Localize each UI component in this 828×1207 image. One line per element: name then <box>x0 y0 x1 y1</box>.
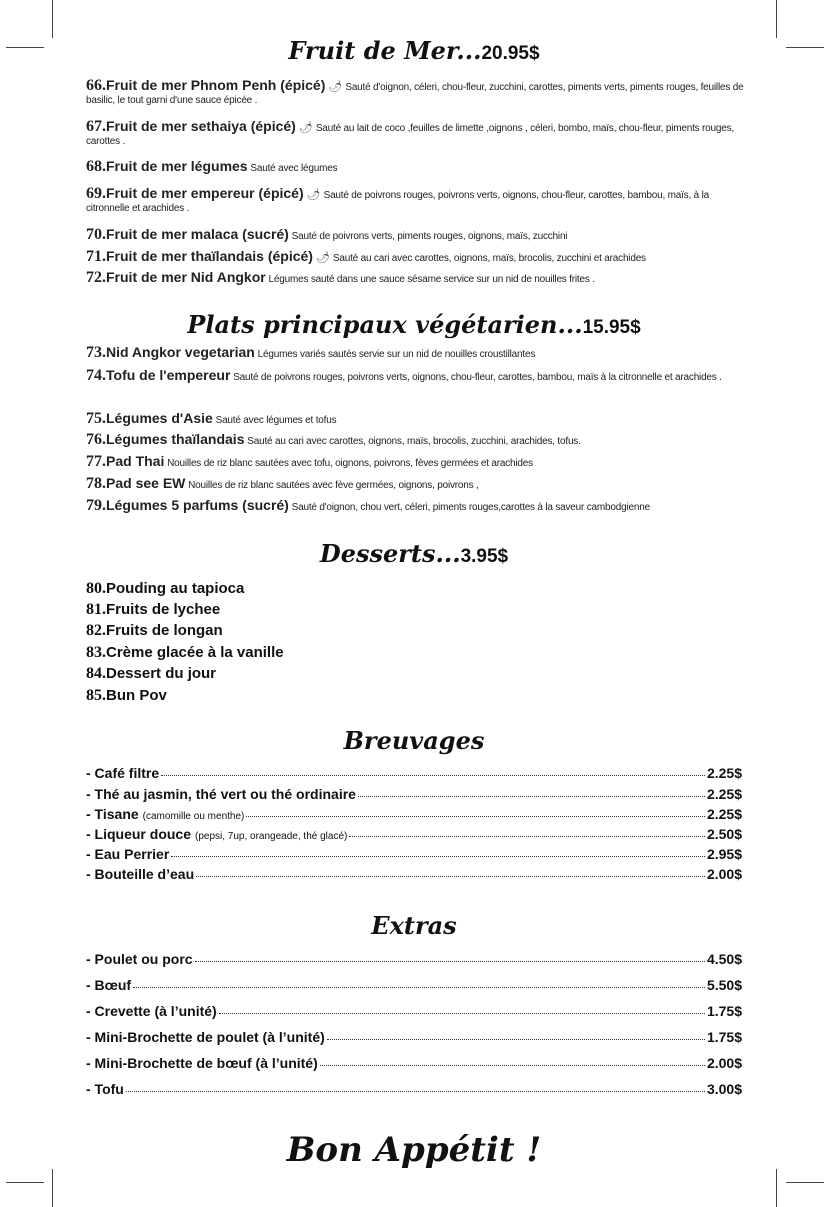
pepper-icon: 🌶 <box>328 81 343 93</box>
extras-title: Extras <box>371 911 457 940</box>
item-number: 79. <box>86 497 106 514</box>
menu-item <box>86 477 748 492</box>
item-number: 78. <box>86 475 106 492</box>
closing-text: Bon Appétit ! <box>286 1130 542 1170</box>
item-name: Bun Pov <box>106 687 167 704</box>
drink-note: (pepsi, 7up, orangeade, thé glacé) <box>195 831 348 842</box>
item-description: Sauté avec légumes et tofus <box>215 415 337 426</box>
drinks-section-title <box>0 726 828 755</box>
menu-item <box>86 187 748 215</box>
desserts-price: 3.95$ <box>460 546 509 567</box>
dessert-item <box>86 620 486 641</box>
extra-label: - Bœuf <box>86 977 132 993</box>
crop-mark <box>52 0 53 38</box>
drink-price: 2.95$ <box>706 846 742 862</box>
drink-row <box>86 765 742 783</box>
desserts-section-title <box>0 539 828 568</box>
item-number: 74. <box>86 367 106 384</box>
item-name: Fruit de mer légumes <box>106 158 248 174</box>
drink-note: (camomille ou menthe) <box>142 811 245 822</box>
extra-row <box>86 1055 742 1073</box>
extra-label: - Mini-Brochette de bœuf (à l’unité) <box>86 1055 318 1071</box>
seafood-title: Fruit de Mer... <box>288 36 482 65</box>
drink-row <box>86 866 742 884</box>
item-number: 67. <box>86 118 106 135</box>
dot-leader <box>358 796 705 797</box>
item-name: Fruits de longan <box>106 622 223 639</box>
desserts-title: Desserts... <box>319 539 461 568</box>
drink-price: 2.25$ <box>706 806 742 822</box>
drink-row <box>86 846 742 864</box>
dessert-item <box>86 578 486 599</box>
dot-leader <box>320 1065 705 1066</box>
item-number: 72. <box>86 269 106 286</box>
dot-leader <box>219 1013 705 1014</box>
item-name: Dessert du jour <box>106 665 217 682</box>
item-number: 75. <box>86 410 106 427</box>
menu-item <box>86 412 748 427</box>
extra-row <box>86 1081 742 1099</box>
item-name: Nid Angkor vegetarian <box>106 344 255 360</box>
extra-row <box>86 1029 742 1047</box>
drink-row <box>86 826 742 844</box>
item-description: Sauté d'oignon, chou vert, céleri, piments rouges,carottes à la saveur cambodgienne <box>291 502 650 513</box>
item-number: 73. <box>86 344 106 361</box>
menu-item <box>86 160 748 175</box>
item-number: 66. <box>86 77 106 94</box>
item-description: Nouilles de riz blanc sautées avec fève germées, oignons, poivrons , <box>188 480 479 491</box>
item-name: Légumes 5 parfums (sucré) <box>106 497 289 513</box>
item-name: Tofu de l'empereur <box>106 367 231 383</box>
crop-mark <box>776 1169 777 1207</box>
item-name: Pad Thai <box>106 453 165 469</box>
drink-label: - Liqueur douce <box>86 826 191 842</box>
extra-row <box>86 951 742 969</box>
extra-label: - Crevette (à l’unité) <box>86 1003 217 1019</box>
pepper-icon: 🌶 <box>315 252 330 264</box>
extra-label: - Mini-Brochette de poulet (à l’unité) <box>86 1029 325 1045</box>
drink-price: 2.00$ <box>706 866 742 882</box>
menu-item <box>86 120 748 148</box>
extra-price: 3.00$ <box>706 1081 742 1097</box>
item-number: 80. <box>86 580 106 597</box>
extra-label: - Tofu <box>86 1081 124 1097</box>
item-name: Pouding au tapioca <box>106 580 245 597</box>
item-description: Légumes sauté dans une sauce sésame service sur un nid de nouilles frites . <box>268 274 595 285</box>
item-name: Fruit de mer Phnom Penh (épicé) <box>106 77 326 93</box>
dessert-item <box>86 599 486 620</box>
item-number: 77. <box>86 453 106 470</box>
crop-mark <box>52 1169 53 1207</box>
extras-section-title <box>0 911 828 940</box>
item-number: 82. <box>86 622 106 639</box>
menu-item <box>86 79 748 107</box>
item-name: Fruit de mer empereur (épicé) <box>106 185 304 201</box>
item-number: 85. <box>86 687 106 704</box>
item-number: 84. <box>86 665 106 682</box>
item-description: Légumes variés sautés servie sur un nid de nouilles croustillantes <box>257 349 536 360</box>
item-description: Sauté de poivrons rouges, poivrons verts, oignons, chou-fleur, carottes, bambou, maïs à la citronnelle et arachides . <box>233 372 722 383</box>
item-description: Sauté au lait de coco ,feuilles de limette ,oignons , céleri, bombo, maïs, chou-fleur, piments rouges, carottes . <box>86 123 734 147</box>
seafood-price: 20.95$ <box>481 43 540 64</box>
drink-price: 2.50$ <box>706 826 742 842</box>
item-name: Fruit de mer thaïlandais (épicé) <box>106 248 313 264</box>
item-number: 68. <box>86 158 106 175</box>
drink-label: - Bouteille d’eau <box>86 866 195 882</box>
dot-leader <box>126 1091 705 1092</box>
dot-leader <box>349 836 705 837</box>
item-name: Fruits de lychee <box>106 601 221 618</box>
menu-item <box>86 271 748 286</box>
dessert-item <box>86 663 486 684</box>
dot-leader <box>327 1039 705 1040</box>
pepper-icon: 🌶 <box>306 189 321 201</box>
drink-label: - Tisane <box>86 806 139 822</box>
extra-price: 5.50$ <box>706 977 742 993</box>
item-description: Sauté d'oignon, céleri, chou-fleur, zucchini, carottes, piments verts, piments rouges, feuilles de basilic, le tout garni d'une sauce épicée . <box>86 82 744 106</box>
item-description: Sauté avec légumes <box>250 163 338 174</box>
menu-item <box>86 455 748 470</box>
menu-item <box>86 346 748 361</box>
item-description: Nouilles de riz blanc sautées avec tofu, oignons, poivrons, fèves germées et arachides <box>167 458 533 469</box>
extra-row <box>86 977 742 995</box>
menu-item <box>86 499 748 514</box>
extra-row <box>86 1003 742 1021</box>
item-name: Légumes thaïlandais <box>106 431 245 447</box>
item-number: 81. <box>86 601 106 618</box>
dot-leader <box>246 816 705 817</box>
extra-price: 2.00$ <box>706 1055 742 1071</box>
item-description: Sauté de poivrons verts, piments rouges, oignons, maïs, zucchini <box>291 231 568 242</box>
item-number: 83. <box>86 644 106 661</box>
menu-item <box>86 228 748 243</box>
dot-leader <box>133 987 705 988</box>
drink-price: 2.25$ <box>706 765 742 781</box>
seafood-section-title <box>0 36 828 65</box>
drinks-title: Breuvages <box>343 726 485 755</box>
dessert-item <box>86 642 486 663</box>
item-number: 69. <box>86 185 106 202</box>
item-name: Fruit de mer Nid Angkor <box>106 269 266 285</box>
item-number: 71. <box>86 248 106 265</box>
item-name: Pad see EW <box>106 475 186 491</box>
drink-price: 2.25$ <box>706 786 742 802</box>
extra-price: 4.50$ <box>706 951 742 967</box>
extra-price: 1.75$ <box>706 1029 742 1045</box>
drink-label: - Eau Perrier <box>86 846 170 862</box>
item-number: 76. <box>86 431 106 448</box>
crop-mark <box>786 1182 824 1183</box>
vegetarian-price: 15.95$ <box>582 317 641 338</box>
menu-item <box>86 369 748 384</box>
item-name: Fruit de mer malaca (sucré) <box>106 226 289 242</box>
item-description: Sauté au cari avec carottes, oignons, maïs, brocolis, zucchini, arachides, tofus. <box>247 436 581 447</box>
dot-leader <box>161 775 705 776</box>
vegetarian-section-title <box>0 310 828 339</box>
dot-leader <box>195 961 705 962</box>
item-description: Sauté au cari avec carottes, oignons, maïs, brocolis, zucchini et arachides <box>332 253 646 264</box>
item-name: Légumes d'Asie <box>106 410 213 426</box>
crop-mark <box>776 0 777 38</box>
extra-label: - Poulet ou porc <box>86 951 193 967</box>
item-number: 70. <box>86 226 106 243</box>
menu-item <box>86 433 748 448</box>
menu-item <box>86 250 748 265</box>
extra-price: 1.75$ <box>706 1003 742 1019</box>
item-name: Fruit de mer sethaiya (épicé) <box>106 118 296 134</box>
dessert-item <box>86 685 486 706</box>
dot-leader <box>196 876 705 877</box>
vegetarian-title: Plats principaux végétarien... <box>187 310 583 339</box>
item-description: Sauté de poivrons rouges, poivrons verts, oignons, chou-fleur, carottes, bambou, maïs, à la citronnelle et arachides . <box>86 190 709 214</box>
item-name: Crème glacée à la vanille <box>106 644 284 661</box>
drink-label: - Thé au jasmin, thé vert ou thé ordinaire <box>86 786 356 802</box>
drink-row <box>86 806 742 824</box>
pepper-icon: 🌶 <box>298 122 313 134</box>
drink-row <box>86 786 742 804</box>
crop-mark <box>6 1182 44 1183</box>
drink-label: - Café filtre <box>86 765 160 781</box>
dot-leader <box>171 856 705 857</box>
